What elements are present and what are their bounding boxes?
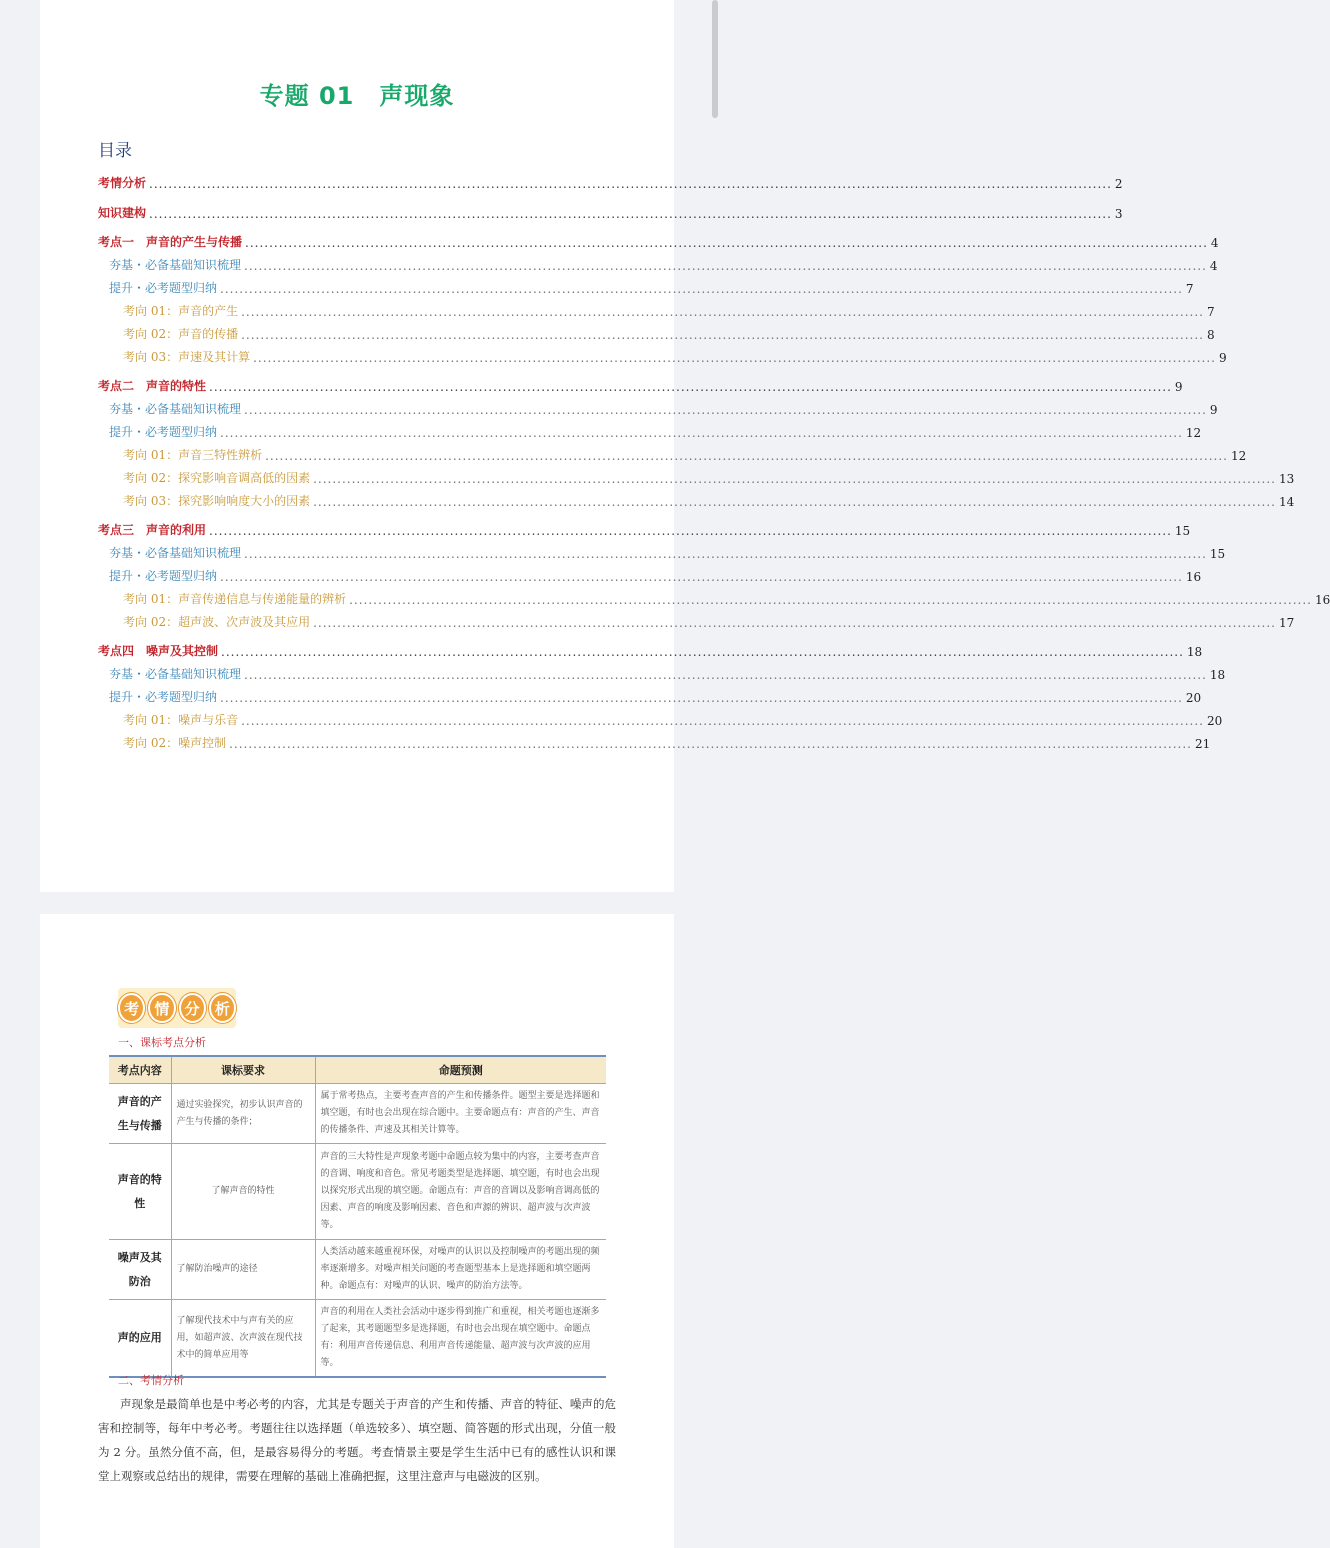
exam-analysis-badge	[118, 988, 236, 1028]
toc-entry-label: 知识建构	[98, 206, 147, 220]
toc-entry-label: 夯基・必备基础知识梳理	[109, 402, 242, 416]
toc-leader-dots: ........................................................................................................................................................................................................	[265, 449, 1228, 463]
toc-entry-label: 提升・必考题型归纳	[109, 569, 218, 583]
toc-entry[interactable]	[98, 564, 1202, 584]
requirement-cell: 了解声音的特性	[171, 1144, 315, 1240]
toc-entry-page: 7	[1206, 305, 1215, 319]
toc-leader-dots: ........................................................................................................................................................................................................	[220, 570, 1183, 584]
toc-entry-label: 考情分析	[98, 176, 147, 190]
toc-entry[interactable]	[98, 420, 1202, 440]
toc-leader-dots: ........................................................................................................................................................................................................	[244, 547, 1207, 561]
toc-entry-page: 18	[1186, 645, 1203, 659]
document-title: 专题 01 声现象	[259, 82, 455, 110]
toc-entry-page: 13	[1278, 472, 1295, 486]
badge-char: 情	[148, 993, 175, 1023]
document-page-1	[40, 0, 1330, 892]
toc-entry-page: 8	[1206, 328, 1215, 342]
prediction-cell: 声音的利用在人类社会活动中逐步得到推广和重视，相关考题也逐渐多了起来，其考题题型多是选择题，有时也会出现在填空题中。命题点有：利用声音传递信息、利用声音传递能量、超声波与次声波的应用等。	[315, 1300, 606, 1378]
toc-leader-dots: ........................................................................................................................................................................................................	[149, 177, 1112, 191]
toc-entry-label: 考向 01：声音三特性辨析	[123, 448, 263, 462]
toc-entry-page: 17	[1278, 616, 1295, 630]
toc-entry-page: 9	[1209, 403, 1218, 417]
toc-entry-page: 20	[1206, 714, 1223, 728]
toc-entry[interactable]	[98, 276, 1194, 296]
toc-entry-page: 4	[1209, 259, 1218, 273]
toc-leader-dots: ........................................................................................................................................................................................................	[149, 207, 1112, 221]
prediction-cell: 声音的三大特性是声现象考题中命题点较为集中的内容，主要考查声音的音调、响度和音色。常见考题类型是选择题、填空题，有时也会出现以探究形式出现的填空题。命题点有：声音的音调以及影响音调高低的因素、声音的响度及影响因素、音色和声源的辨识、超声波与次声波等。	[315, 1144, 606, 1240]
toc-entry-page: 4	[1210, 236, 1219, 250]
toc-entry-label: 考向 01：噪声与乐音	[123, 713, 239, 727]
toc-entry[interactable]	[98, 708, 1223, 728]
toc-heading: 目录	[98, 141, 132, 161]
toc-leader-dots: ........................................................................................................................................................................................................	[220, 282, 1183, 296]
toc-entry-page: 9	[1174, 380, 1183, 394]
toc-entry[interactable]	[98, 201, 1123, 221]
toc-entry-page: 20	[1185, 691, 1202, 705]
toc-entry-label: 考向 02：噪声控制	[123, 736, 227, 750]
toc-entry-page: 2	[1114, 177, 1123, 191]
toc-entry-label: 考向 03：声速及其计算	[123, 350, 251, 364]
topic-cell: 声的应用	[109, 1300, 171, 1378]
toc-entry-page: 9	[1218, 351, 1227, 365]
toc-leader-dots: ........................................................................................................................................................................................................	[241, 305, 1204, 319]
table-row	[109, 1240, 606, 1300]
toc-entry-page: 16	[1185, 570, 1202, 584]
toc-leader-dots: ........................................................................................................................................................................................................	[253, 351, 1216, 365]
toc-leader-dots: ........................................................................................................................................................................................................	[313, 472, 1276, 486]
requirement-cell: 通过实验探究，初步认识声音的产生与传播的条件；	[171, 1084, 315, 1144]
toc-entry[interactable]	[98, 610, 1295, 630]
toc-entry-label: 提升・必考题型归纳	[109, 425, 218, 439]
toc-entry-page: 7	[1185, 282, 1194, 296]
toc-entry-label: 考点三 声音的利用	[98, 523, 207, 537]
toc-entry-label: 夯基・必备基础知识梳理	[109, 546, 242, 560]
toc-entry-label: 提升・必考题型归纳	[109, 690, 218, 704]
badge-char: 考	[118, 993, 145, 1023]
table-header-row	[109, 1056, 606, 1084]
toc-entry-label: 夯基・必备基础知识梳理	[109, 667, 242, 681]
table-header: 考点内容	[109, 1056, 171, 1084]
toc-entry-page: 21	[1194, 737, 1211, 751]
badge-char: 析	[209, 993, 236, 1023]
prediction-cell: 人类活动越来越重视环保，对噪声的认识以及控制噪声的考题出现的频率逐渐增多。对噪声相关问题的考查题型基本上是选择题和填空题两种。命题点有：对噪声的认识、噪声的防治方法等。	[315, 1240, 606, 1300]
toc-leader-dots: ........................................................................................................................................................................................................	[241, 328, 1204, 342]
topic-cell: 噪声及其防治	[109, 1240, 171, 1300]
toc-entry[interactable]	[98, 374, 1183, 394]
toc-entry[interactable]	[98, 489, 1295, 509]
toc-entry[interactable]	[98, 685, 1202, 705]
toc-entry[interactable]	[98, 731, 1211, 751]
table-header: 命题预测	[315, 1056, 606, 1084]
toc-entry[interactable]	[98, 587, 1330, 607]
toc-entry-page: 3	[1114, 207, 1123, 221]
toc-entry-page: 12	[1185, 426, 1202, 440]
exam-analysis-paragraph: 声现象是最简单也是中考必考的内容，尤其是专题关于声音的产生和传播、声音的特征、噪声的危害和控制等，每年中考必考。考题往往以选择题（单选较多）、填空题、简答题的形式出现，分值一般为 2 分。虽然分值不高，但，是最容易得分的考题。考查情景主要是学生生活中已有的感性认识和课堂上观察或总结出的规律，需要在理解的基础上准确把握，这里注意声与电磁波的区别。	[98, 1397, 616, 1483]
section-heading-curriculum: 一、课标考点分析	[118, 1036, 206, 1049]
toc-entry[interactable]	[98, 639, 1203, 659]
toc-leader-dots: ........................................................................................................................................................................................................	[245, 236, 1208, 250]
toc-entry[interactable]	[98, 230, 1219, 250]
table-header: 课标要求	[171, 1056, 315, 1084]
curriculum-analysis-table	[109, 1055, 606, 1378]
topic-cell: 声音的产生与传播	[109, 1084, 171, 1144]
toc-leader-dots: ........................................................................................................................................................................................................	[244, 403, 1207, 417]
toc-entry-label: 夯基・必备基础知识梳理	[109, 258, 242, 272]
toc-entry[interactable]	[98, 443, 1247, 463]
toc-entry[interactable]	[98, 466, 1295, 486]
table-row	[109, 1144, 606, 1240]
toc-entry-label: 考向 01：声音的产生	[123, 304, 239, 318]
toc-entry[interactable]	[98, 345, 1227, 365]
section-heading-exam-analysis: 二、考情分析	[118, 1374, 184, 1387]
table-row	[109, 1300, 606, 1378]
toc-entry-label: 考向 02：探究影响音调高低的因素	[123, 471, 311, 485]
toc-entry[interactable]	[98, 253, 1218, 273]
toc-entry[interactable]	[98, 662, 1226, 682]
toc-entry[interactable]	[98, 541, 1226, 561]
toc-leader-dots: ........................................................................................................................................................................................................	[209, 524, 1172, 538]
toc-leader-dots: ........................................................................................................................................................................................................	[313, 495, 1276, 509]
prediction-cell: 属于常考热点，主要考查声音的产生和传播条件。题型主要是选择题和填空题，有时也会出现在综合题中。主要命题点有：声音的产生、声音的传播条件、声速及其相关计算等。	[315, 1084, 606, 1144]
badge-char: 分	[179, 993, 206, 1023]
toc-entry[interactable]	[98, 518, 1191, 538]
toc-leader-dots: ........................................................................................................................................................................................................	[220, 691, 1183, 705]
toc-leader-dots: ........................................................................................................................................................................................................	[229, 737, 1192, 751]
document-page-2	[40, 914, 674, 1548]
toc-entry[interactable]	[98, 299, 1215, 319]
toc-leader-dots: ........................................................................................................................................................................................................	[244, 259, 1207, 273]
table-row	[109, 1084, 606, 1144]
toc-entry-page: 18	[1209, 668, 1226, 682]
toc-entry-page: 16	[1314, 593, 1330, 607]
toc-entry-label: 考向 03：探究影响响度大小的因素	[123, 494, 311, 508]
toc-entry-page: 14	[1278, 495, 1295, 509]
toc-leader-dots: ........................................................................................................................................................................................................	[221, 645, 1184, 659]
toc-entry[interactable]	[98, 171, 1123, 191]
toc-leader-dots: ........................................................................................................................................................................................................	[244, 668, 1207, 682]
toc-entry-label: 考点四 噪声及其控制	[98, 644, 219, 658]
toc-leader-dots: ........................................................................................................................................................................................................	[241, 714, 1204, 728]
toc-leader-dots: ........................................................................................................................................................................................................	[313, 616, 1276, 630]
toc-leader-dots: ........................................................................................................................................................................................................	[220, 426, 1183, 440]
toc-entry-label: 考向 01：声音传递信息与传递能量的辨析	[123, 592, 347, 606]
toc-entry-page: 12	[1230, 449, 1247, 463]
toc-entry[interactable]	[98, 397, 1218, 417]
toc-entry-label: 提升・必考题型归纳	[109, 281, 218, 295]
toc-entry-label: 考向 02：超声波、次声波及其应用	[123, 615, 311, 629]
toc-entry[interactable]	[98, 322, 1215, 342]
toc-leader-dots: ........................................................................................................................................................................................................	[209, 380, 1172, 394]
toc-entry-page: 15	[1209, 547, 1226, 561]
topic-cell: 声音的特性	[109, 1144, 171, 1240]
toc-entry-page: 15	[1174, 524, 1191, 538]
toc-entry-label: 考点二 声音的特性	[98, 379, 207, 393]
scrollbar[interactable]	[712, 0, 718, 118]
requirement-cell: 了解防治噪声的途径	[171, 1240, 315, 1300]
requirement-cell: 了解现代技术中与声有关的应用，如超声波、次声波在现代技术中的简单应用等	[171, 1300, 315, 1378]
toc-entry-label: 考点一 声音的产生与传播	[98, 235, 243, 249]
toc-entry-label: 考向 02：声音的传播	[123, 327, 239, 341]
toc-leader-dots: ........................................................................................................................................................................................................	[349, 593, 1312, 607]
